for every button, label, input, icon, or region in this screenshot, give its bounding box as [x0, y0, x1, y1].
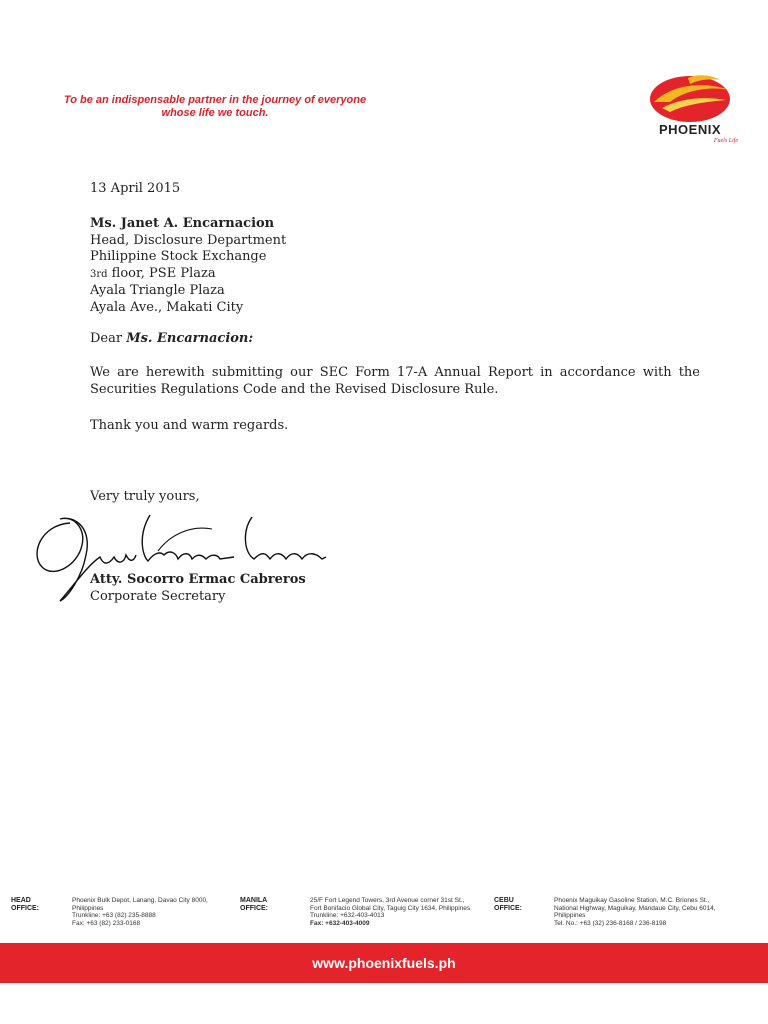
manila-office-line-3: Trunkline: +632-403-4013: [310, 912, 385, 919]
tagline-line-2: whose life we touch.: [161, 107, 269, 119]
manila-office-details: [310, 897, 490, 927]
cebu-office-line-4: Tel. No.: +63 (32) 236-8168 / 236-8198: [554, 919, 667, 927]
manila-office-line-2: Fort Bonifacio Global City, Taguig City 1634, Philippines: [310, 904, 471, 912]
manila-office-line-1: 25/F Fort Legend Towers, 3rd Avenue corner 31st St.,: [310, 897, 465, 904]
addressee-address-2: Ayala Ave., Makati City: [90, 299, 244, 315]
addressee-name: Ms. Janet A. Encarnacion: [90, 216, 275, 231]
cebu-office-line-2: National Highway, Maguikay, Mandaue City, Cebu 6014,: [554, 904, 716, 912]
addressee-org: Philippine Stock Exchange: [90, 249, 267, 264]
footer-offices: [0, 897, 768, 937]
letter-thanks: Thank you and warm regards.: [90, 418, 289, 433]
letter-date: 13 April 2015: [90, 181, 181, 196]
phoenix-flame-icon: [640, 72, 740, 124]
salutation-prefix: Dear: [90, 331, 127, 346]
logo-wordmark: PHOENIX: [658, 122, 721, 137]
head-office-line-3: Trunkline: +63 (82) 235-8888: [72, 912, 156, 919]
manila-office-label: MANILA OFFICE:: [240, 897, 268, 912]
head-office-line-2: Philippines: [72, 904, 104, 912]
signer-title: Corporate Secretary: [90, 588, 226, 604]
signer-name: Atty. Socorro Ermac Cabreros: [90, 572, 306, 587]
head-office-line-1: Phoenix Bulk Depot, Lanang, Davao City 8000,: [72, 897, 208, 904]
head-office-details: [72, 897, 222, 927]
salutation: [90, 331, 700, 348]
floor-text: floor, PSE Plaza: [107, 265, 216, 281]
cebu-office-label: CEBU OFFICE:: [494, 897, 522, 912]
addressee-address-1: Ayala Triangle Plaza: [90, 283, 225, 298]
letter-body-paragraph: We are herewith submitting our SEC Form 17-A Annual Report in accordance with the Securities Regulations Code and the Revised Disclosure Rule.: [90, 365, 700, 397]
website-link[interactable]: www.phoenixfuels.ph: [312, 955, 456, 971]
addressee-block: [90, 216, 700, 316]
addressee-floor: [90, 266, 700, 284]
company-tagline: [40, 94, 390, 120]
letter-closing: Very truly yours,: [90, 489, 200, 504]
cebu-office-line-3: Philippines: [554, 912, 586, 919]
salutation-name: Ms. Encarnacion:: [126, 331, 254, 346]
phoenix-logo: [640, 72, 740, 152]
addressee-title: Head, Disclosure Department: [90, 232, 287, 248]
manila-office-line-4: Fax: +632-403-4009: [310, 919, 370, 927]
cebu-office-details: [554, 897, 734, 927]
tagline-line-1: To be an indispensable partner in the journey of everyone: [63, 94, 367, 106]
footer-bar: [0, 943, 768, 983]
head-office-line-4: Fax: +63 (82) 233-0168: [72, 919, 141, 927]
cebu-office-line-1: Phoenix Maguikay Gasoline Station, M.C. Briones St.,: [554, 897, 710, 904]
head-office-label: HEAD OFFICE:: [11, 897, 39, 912]
signer-block: [90, 572, 700, 605]
floor-number: 3rd: [90, 268, 108, 280]
logo-slogan: Fuels Life: [713, 138, 738, 144]
